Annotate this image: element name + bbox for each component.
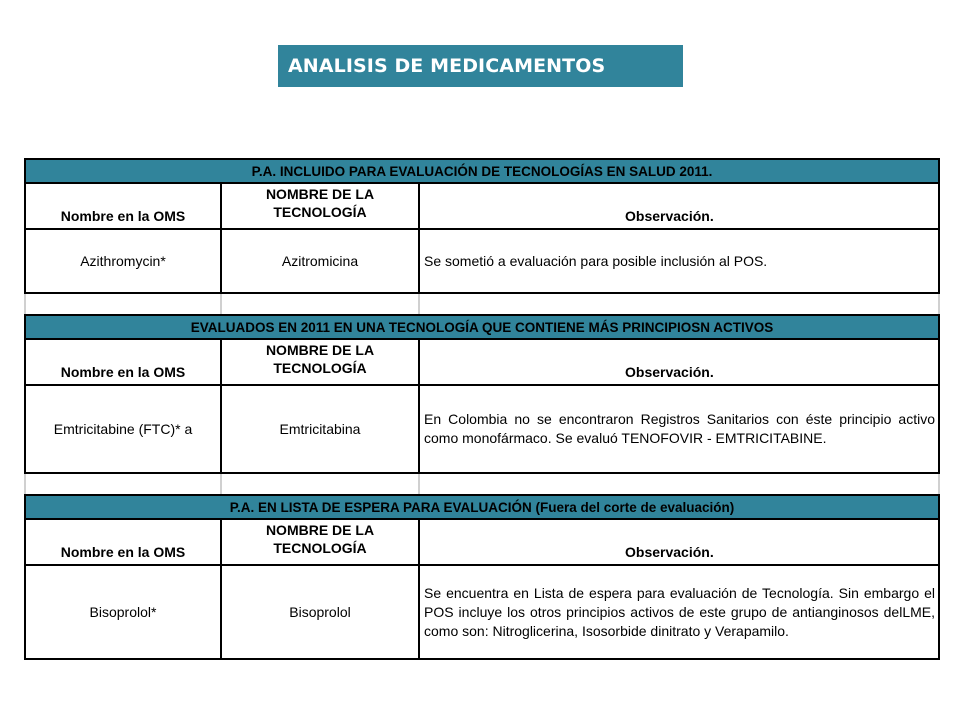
section-included-2011 <box>24 158 940 294</box>
column-header-label: Observación. <box>625 208 714 224</box>
table-row <box>26 230 938 294</box>
column-header-row <box>26 340 938 386</box>
column-header-label: Observación. <box>625 544 714 560</box>
column-header-row <box>26 520 938 566</box>
column-header-oms-name <box>26 520 222 564</box>
column-header-observation <box>420 520 938 564</box>
column-header-row <box>26 184 938 230</box>
observation-cell: Se sometió a evaluación para posible inclusión al POS. <box>424 252 768 269</box>
section-header: P.A. INCLUIDO PARA EVALUACIÓN DE TECNOLOGÍAS EN SALUD 2011. <box>26 158 938 184</box>
oms-name-cell: Emtricitabine (FTC)* a <box>26 386 222 472</box>
observation-cell: En Colombia no se encontraron Registros Sanitarios con éste principio activo como monofármaco. Se evaluó TENOFOVIR - EMTRICITABINE. <box>424 411 935 446</box>
column-header-label: Nombre en la OMS <box>60 364 186 380</box>
table-row <box>26 386 938 474</box>
column-header-label: Observación. <box>625 364 714 380</box>
section-evaluated-combination <box>24 314 940 474</box>
column-header-observation <box>420 340 938 384</box>
column-header-oms-name <box>26 184 222 228</box>
section-waiting-list <box>24 494 940 660</box>
oms-name-cell: Bisoprolol* <box>26 566 222 658</box>
page-title: ANALISIS DE MEDICAMENTOS <box>278 45 683 87</box>
table-spacer <box>24 294 940 314</box>
medication-tables <box>24 158 940 660</box>
oms-name-cell: Azithromycin* <box>26 230 222 292</box>
column-header-label: NOMBRE DE LA TECNOLOGÍA <box>265 186 375 220</box>
section-header: P.A. EN LISTA DE ESPERA PARA EVALUACIÓN (Fuera del corte de evaluación) <box>26 494 938 520</box>
column-header-technology <box>222 340 420 384</box>
technology-cell: Emtricitabina <box>222 386 420 472</box>
column-header-label: NOMBRE DE LA TECNOLOGÍA <box>265 342 375 376</box>
technology-cell: Azitromicina <box>222 230 420 292</box>
column-header-label: Nombre en la OMS <box>60 208 186 224</box>
column-header-technology <box>222 520 420 564</box>
table-row <box>26 566 938 660</box>
table-spacer <box>24 474 940 494</box>
observation-cell: Se encuentra en Lista de espera para evaluación de Tecnología. Sin embargo el POS incluye los otros principios activos de este grupo de antianginosos delLME, como son: Nitroglicerina, Isosorbide dinitrato y Verapamilo. <box>424 584 935 639</box>
column-header-technology <box>222 184 420 228</box>
column-header-label: Nombre en la OMS <box>60 544 186 560</box>
column-header-oms-name <box>26 340 222 384</box>
section-header: EVALUADOS EN 2011 EN UNA TECNOLOGÍA QUE CONTIENE MÁS PRINCIPIOSN ACTIVOS <box>26 314 938 340</box>
column-header-observation <box>420 184 938 228</box>
column-header-label: NOMBRE DE LA TECNOLOGÍA <box>265 522 375 556</box>
technology-cell: Bisoprolol <box>222 566 420 658</box>
